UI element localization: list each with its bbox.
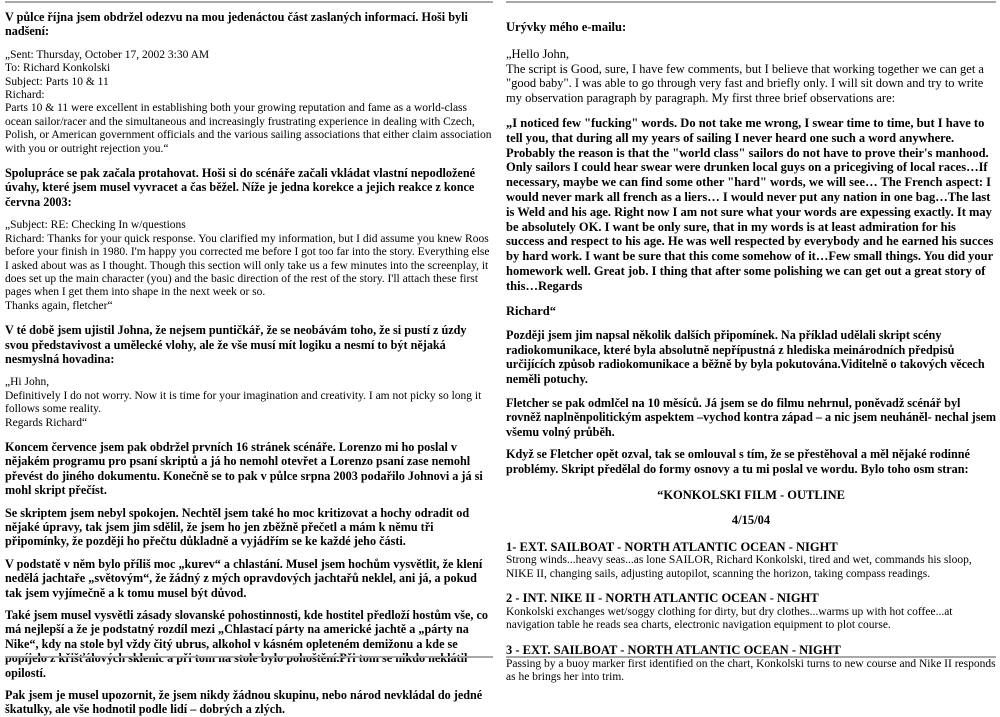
paragraph: V té době jsem ujistil Johna, že nejsem puntičkář, že se neobávám toho, že si pustí z úzdy svou představivost a umělecké vlohy, ale že vše musí mít logiku a nesmí to být nějaká nesmyslná hovadina:	[5, 323, 467, 366]
email-quote	[5, 49, 493, 156]
email-body: Definitively I do not worry. Now it is time for your imagination and creativity. I am not picky so long it follows some reality.	[5, 389, 482, 416]
scene	[506, 591, 996, 633]
scene-heading: 2 - INT. NIKE II - NORTH ATLANTIC OCEAN - NIGHT	[506, 591, 819, 606]
email-body: Parts 10 & 11 were excellent in establishing both your growing reputation and fame as a world-class ocean sailor/racer and the simultaneous and increasingly frustrating experience in dealing with Czech, Polish, or American government officials and the various sailing associations that either claim association with you or outright rejection you.“	[5, 102, 492, 155]
left-content	[5, 10, 493, 717]
scene-text: Konkolski exchanges wet/soggy clothing for dirty, but dry clothes...warms up with hot coffee...at navigation table he reads sea charts, electronic navigation equipment to plot course.	[506, 606, 953, 632]
paragraph: Později jsem jim napsal několik dalších připomínek. Na příklad udělali skript scény radiokomunikace, které byla absolutně nepřípustná z hlediska meinárodních předpisů určijících způsob radiokomunikace a běžně by byla pokutována.Viditelně o takových věcech neměli potuchy.	[506, 328, 985, 386]
email-greeting: „Hello John,	[506, 46, 570, 61]
paragraph: Spolupráce se pak začala protahovat. Hoši si do scénáře začali vkládat vlastní nepodložené úvahy, které jsem musel vyvracet a čas běžel. Níže je jedna korekce a jejich reakce z konce června 2003:	[5, 166, 476, 209]
section-heading: Urývky mého e-mailu:	[506, 20, 627, 34]
email-quote	[5, 376, 493, 430]
top-divider	[5, 1, 493, 3]
paragraph: Také jsem musel vysvětli zásady slovanské pohostinnosti, kde hostitel předloží hostům vše, co má nejlepší a že je podstatný rozdíl mezi „Chlastací párty na americké jachtě a „párty na Nike“, kdy na stole byl vždy čitý ubrus, alkohol v kásném opleteném demižonu a kde se popíjelo z křišťálových sklenic a při tom na stole bylo pohoštění.Při tom se nikdo neklátil opilostí.	[5, 608, 489, 680]
email-quote	[506, 47, 996, 106]
email-quote	[5, 219, 493, 313]
paragraph: Když se Fletcher opět ozval, tak se omlouval s tím, že se přestěhoval a měl nějaké rodinné problémy. Skript předělal do formy osnovy a tu mi poslal ve wordu. Bylo toho osm stran:	[506, 447, 970, 476]
scene-heading: 1- EXT. SAILBOAT - NORTH ATLANTIC OCEAN - NIGHT	[506, 539, 838, 554]
outline-title: “KONKOLSKI FILM - OUTLINE	[657, 488, 845, 502]
email-body: The script is Good, sure, I have few comments, but I believe that working together we can get a "good baby". I was able to go through very fast and briefly only. I will sit down and try to write my observation paragraph by paragraph. My first three brief observations are:	[506, 61, 984, 106]
paragraph: Koncem července jsem pak obdržel prvních 16 stránek scénáře. Lorenzo mi ho poslal v nějakém programu pro psaní skriptů a já ho nemohl otevřet a Lorenzo psaní zase nemohl převést do jiného dokumentu. Konečně se to pak v půlce srpna 2003 podařilo Johnovi a já si mohl skript přečíst.	[5, 439, 483, 498]
email-bold-block: „I noticed few "fucking" words. Do not take me wrong, I swear time to time, but I have to tell you, that during all my years of sailing I never heard one such a word anywhere. Probably the reason is that the "world class" sailors do not have to prove their's manhood. Only sailors I could hear swear were drunken local guys on a pricegiving of local races…If necessary, maybe we can find some other "hard" words, we will see… The French aspect: I would never mark all french as a liers… I would never put any nation in one bag…The last is Weld and his age. Right now I am not sure what your words are expessing exactly. It may be absolutely OK. I want be only sure, that in my words is at least admiration for his success and respect to his age. He was well respected by everybody and he earned his succes by hard work. I want be sure that this come somehow of it…Few small things. You did your homework well. Great job. I thing that after some polishing we can get out a great story of this…Regards	[506, 115, 994, 293]
scene-heading: 3 - EXT. SAILBOAT - NORTH ATLANTIC OCEAN - NIGHT	[506, 642, 841, 657]
scene	[506, 540, 996, 582]
outline-date: 4/15/04	[731, 512, 771, 527]
paragraph: Pak jsem je musel upozornit, že jsem nikdy žádnou skupinu, nebo národ nevkládal do jedné škatulky, ale vše hodnotil podle lidí – dobrých a zlých.	[5, 688, 483, 717]
email-closing: Regards Richard“	[5, 416, 88, 429]
paragraph: Fletcher se pak odmlčel na 10 měsíců. Já jsem se do filmu nehrnul, poněvadž scénář byl rovněž naplněnpolitickým aspektem –vychod kontra západ – a nic jsem neuháněl- nechal jsem všemu volný průběh.	[506, 395, 996, 439]
email-sent-line: „Sent: Thursday, October 17, 2002 3:30 AM	[5, 48, 210, 61]
scene	[506, 643, 996, 685]
right-content	[506, 20, 996, 684]
email-greeting: „Hi John,	[5, 376, 50, 389]
email-closing: Thanks again, fletcher“	[5, 299, 113, 312]
bottom-divider	[5, 656, 493, 658]
bottom-divider	[506, 656, 996, 658]
top-divider	[506, 1, 996, 3]
paragraph: V podstatě v něm bylo příliš moc „kurev“ a chlastání. Musel jsem hochům vysvětlit, že klení nedělá jachtaře „světovým“, že žádný z mých opravdových jachtařů neklel, ani já, a pokud tak jsem vyjímečně a k tomu musel být důvod.	[5, 556, 483, 600]
email-subject-line: Subject: Parts 10 & 11	[5, 75, 109, 88]
email-subject-line: „Subject: RE: Checking In w/questions	[5, 219, 186, 232]
paragraph: V půlce října jsem obdržel odezvu na mou jedenáctou část zaslaných informací. Hoši byli nadšení:	[5, 10, 468, 39]
email-signature: Richard“	[506, 303, 556, 318]
scene-text: Passing by a buoy marker first identified on the chart, Konkolski turns to new course and Nike II responds as he brings her into trim.	[506, 657, 996, 684]
email-body: Richard: Thanks for your quick response. You clarified my information, but I did assume you knew Roos before your finish in 1980. I'm happy you corrected me before I got too far into the story. Everything else I asked about was as I thought. Though this section will only take us a few minutes into the screenplay, it does set up the main character (you) and the basic direction of the rest of the story. I'll attach these first pages when I get them into shape in the next week or so.	[5, 232, 490, 299]
email-to-line: To: Richard Konkolski	[5, 62, 111, 75]
email-greeting: Richard:	[5, 89, 45, 102]
paragraph: Se skriptem jsem nebyl spokojen. Nechtěl jsem také ho moc kritizovat a hochy odradit od nějaké úpravy, tak jsem jim sdělil, že jsem ho jen zběžně přečetl a mám k němu tři připomínky, že později ho přečtu důkladně a vyjádřím se ke každé jeho části.	[5, 505, 470, 549]
scene-text: Strong winds...heavy seas...as lone SAILOR, Richard Konkolski, tired and wet, commands his sloop, NIKE II, changing sails, adjusting autopilot, scanning the horizon, taking compass readings.	[506, 554, 972, 580]
